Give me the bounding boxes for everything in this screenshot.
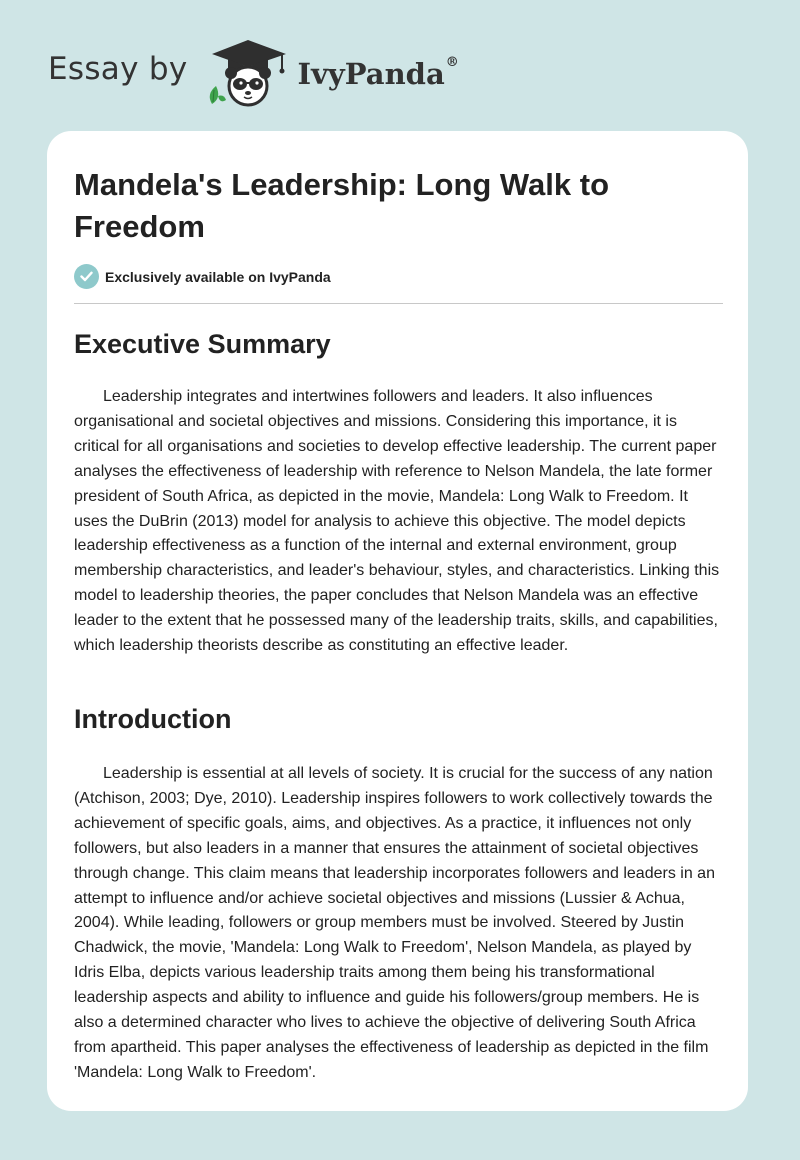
essay-title: Mandela's Leadership: Long Walk to Freedom (74, 167, 610, 244)
brand-text: IvyPanda (297, 57, 445, 91)
divider (74, 303, 723, 304)
panda-graduate-logo-icon[interactable] (202, 36, 294, 108)
section-paragraph-introduction: Leadership is essential at all levels of society. It is crucial for the success of any nation (Atchison, 2003; Dye, 2010). Leadership inspires followers to work collectively towards the achievement of specific goals, aims, and objectives. As a practice, it influences not only followers, but also leaders in a manner that ensures the attainment of societal objectives through change. This claim means that leadership incorporates followers and leaders in an attempt to influence and/or achieve societal objectives and missions (Lussier & Achua, 2004). While leading, followers or group members must be involved. Steered by Justin Chadwick, the movie, 'Mandela: Long Walk to Freedom', Nelson Mandela, as played by Idris Elba, depicts various leadership traits among them being his transformational leadership aspects and ability to influence and guide his followers/group members. He is also a determined character who lives to achieve the objective of delivering South Africa from apartheid. This paper analyses the effectiveness of leadership as depicted in the film 'Mandela: Long Walk to Freedom'. (74, 765, 715, 1081)
exclusive-badge-label: Exclusively available on IvyPanda (105, 268, 331, 285)
brand-name[interactable] (298, 57, 459, 91)
section-heading-executive-summary: Executive Summary (74, 329, 331, 359)
section-heading-introduction: Introduction (74, 704, 232, 734)
exclusive-badge (74, 264, 331, 289)
check-icon (74, 264, 99, 289)
essay-card (47, 131, 748, 1111)
section-paragraph-executive-summary: Leadership integrates and intertwines followers and leaders. It also influences organisational and societal objectives and missions. Considering this importance, it is critical for all organisations and societies to develop effective leadership. The current paper analyses the effectiveness of leadership with reference to Nelson Mandela, the late former president of South Africa, as depicted in the movie, Mandela: Long Walk to Freedom. It uses the DuBrin (2013) model for analysis to achieve this objective. The model depicts leadership effectiveness as a function of the internal and external environment, group membership characteristics, and leader's behaviour, styles, and characteristics. Linking this model to leadership theories, the paper concludes that Nelson Mandela was an effective leader to the extent that he possessed many of the leadership traits, skills, and capabilities, which leadership theorists describe as constituting an effective leader. (74, 388, 720, 655)
site-header (48, 36, 459, 108)
essay-by-label: Essay by (48, 51, 188, 87)
registered-mark: ® (445, 55, 459, 70)
